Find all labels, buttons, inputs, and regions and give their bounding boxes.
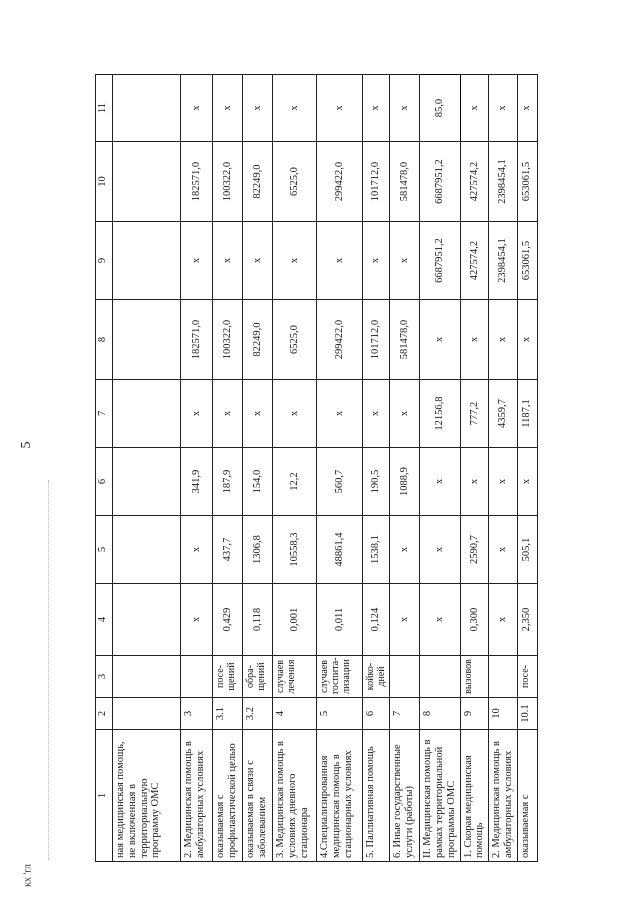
value-cell: x (420, 448, 460, 516)
value-cell: x (517, 448, 537, 516)
value-cell: x (273, 222, 317, 300)
value-cell: 437,7 (213, 516, 243, 584)
col-header: 1 (96, 730, 113, 862)
header-row (96, 75, 113, 862)
value-cell: 0,429 (213, 584, 243, 656)
value-cell: 6687951,2 (420, 142, 460, 222)
value-cell: x (273, 75, 317, 142)
value-cell (113, 222, 181, 300)
value-cell (113, 698, 181, 730)
value-cell: x (181, 380, 213, 448)
row-label-cell: 5. Паллиативная помощь (363, 730, 390, 862)
value-cell: x (213, 380, 243, 448)
value-cell (113, 75, 181, 142)
col-header: 10 (96, 142, 113, 222)
unit-cell (113, 656, 181, 698)
value-cell: x (489, 584, 518, 656)
unit-cell (489, 656, 518, 698)
value-cell: x (390, 516, 420, 584)
col-header: 4 (96, 584, 113, 656)
row-label-cell: ная медицинская помощь, не включенная в территориальную программу ОМС (113, 730, 181, 862)
value-cell: 3.2 (243, 698, 273, 730)
value-cell: x (460, 300, 489, 380)
col-header: 6 (96, 448, 113, 516)
row-label-cell: 1. Скорая медицинская помощь (460, 730, 489, 862)
value-cell: 581478,0 (390, 142, 420, 222)
value-cell: x (243, 75, 273, 142)
col-header: 5 (96, 516, 113, 584)
value-cell: 48861,4 (317, 516, 363, 584)
value-cell: x (390, 75, 420, 142)
value-cell: x (489, 448, 518, 516)
unit-cell: койко-дней (363, 656, 390, 698)
value-cell: 0,011 (317, 584, 363, 656)
table-row (213, 75, 243, 862)
row-label-cell: 2. Медицинская помощь в амбулаторных условиях (489, 730, 518, 862)
value-cell: x (489, 516, 518, 584)
value-cell: 505,1 (517, 516, 537, 584)
value-cell: 0,118 (243, 584, 273, 656)
value-cell: x (390, 222, 420, 300)
value-cell: 653061,5 (517, 222, 537, 300)
value-cell: 6525,0 (273, 142, 317, 222)
value-cell: 9 (460, 698, 489, 730)
row-label-cell: II. Медицинская помощь в рамках территориальной программы ОМС (420, 730, 460, 862)
unit-cell (390, 656, 420, 698)
value-cell: x (317, 75, 363, 142)
value-cell: x (390, 380, 420, 448)
value-cell: x (213, 222, 243, 300)
col-header: 11 (96, 75, 113, 142)
table-viewport (95, 75, 533, 862)
footer-line (48, 480, 50, 860)
value-cell: 2,350 (517, 584, 537, 656)
value-cell: 0,124 (363, 584, 390, 656)
value-cell: 100322,0 (213, 142, 243, 222)
value-cell (113, 142, 181, 222)
value-cell: 182571,0 (181, 142, 213, 222)
value-cell (113, 448, 181, 516)
row-label-cell: оказываемая в связи с заболеванием (243, 730, 273, 862)
table-row (273, 75, 317, 862)
value-cell: 777,2 (460, 380, 489, 448)
value-cell: x (181, 516, 213, 584)
col-header: 9 (96, 222, 113, 300)
page-number: 5 (19, 441, 34, 449)
value-cell: x (363, 380, 390, 448)
table-row (420, 75, 460, 862)
value-cell (113, 584, 181, 656)
value-cell (113, 300, 181, 380)
value-cell: 653061,5 (517, 142, 537, 222)
value-cell: 299422,0 (317, 300, 363, 380)
row-label-cell: 6. Иные государственные услуги (работы) (390, 730, 420, 862)
value-cell: 10558,3 (273, 516, 317, 584)
value-cell: x (460, 448, 489, 516)
value-cell: 100322,0 (213, 300, 243, 380)
unit-cell: посе-щений (213, 656, 243, 698)
col-header: 7 (96, 380, 113, 448)
value-cell: 299422,0 (317, 142, 363, 222)
value-cell: 1088,9 (390, 448, 420, 516)
value-cell: 581478,0 (390, 300, 420, 380)
value-cell: 1306,8 (243, 516, 273, 584)
value-cell: x (317, 380, 363, 448)
value-cell: 2398454,1 (489, 222, 518, 300)
value-cell: x (213, 75, 243, 142)
unit-cell: случаев госпита-лизации (317, 656, 363, 698)
value-cell: x (420, 516, 460, 584)
value-cell: 1538,1 (363, 516, 390, 584)
value-cell: 154,0 (243, 448, 273, 516)
value-cell: 4 (273, 698, 317, 730)
row-label-cell: оказываемая с (517, 730, 537, 862)
value-cell: x (243, 380, 273, 448)
value-cell: x (517, 75, 537, 142)
col-header: 3 (96, 656, 113, 698)
value-cell: 6 (363, 698, 390, 730)
col-header: 8 (96, 300, 113, 380)
value-cell: 101712,0 (363, 300, 390, 380)
footer-mark: кх 'гл (22, 864, 34, 887)
value-cell (113, 516, 181, 584)
table-row (113, 75, 181, 862)
value-cell: 3 (181, 698, 213, 730)
value-cell: 341,9 (181, 448, 213, 516)
table-row (181, 75, 213, 862)
table-row (390, 75, 420, 862)
value-cell: 82249,0 (243, 300, 273, 380)
value-cell: x (390, 584, 420, 656)
value-cell: 10.1 (517, 698, 537, 730)
value-cell: 101712,0 (363, 142, 390, 222)
unit-cell (181, 656, 213, 698)
value-cell: 0,300 (460, 584, 489, 656)
table-row (489, 75, 518, 862)
value-cell: 187,9 (213, 448, 243, 516)
value-cell: 3.1 (213, 698, 243, 730)
value-cell: 1187,1 (517, 380, 537, 448)
value-cell: 85,0 (420, 75, 460, 142)
value-cell: 7 (390, 698, 420, 730)
value-cell: 4359,7 (489, 380, 518, 448)
unit-cell: случаев лечения (273, 656, 317, 698)
value-cell (113, 380, 181, 448)
value-cell: x (363, 75, 390, 142)
value-cell: 82249,0 (243, 142, 273, 222)
value-cell: x (317, 222, 363, 300)
value-cell: 190,5 (363, 448, 390, 516)
value-cell: 12,2 (273, 448, 317, 516)
table-row (317, 75, 363, 862)
row-label-cell: 2. Медицинская помощь в амбулаторных условиях (181, 730, 213, 862)
table-row (243, 75, 273, 862)
value-cell: x (181, 75, 213, 142)
value-cell: 12156,8 (420, 380, 460, 448)
value-cell: 2590,7 (460, 516, 489, 584)
value-cell: x (363, 222, 390, 300)
unit-cell: обра-щений (243, 656, 273, 698)
row-label-cell: оказываемая с профилактической целью (213, 730, 243, 862)
value-cell: x (243, 222, 273, 300)
value-cell: x (273, 380, 317, 448)
table-row (363, 75, 390, 862)
value-cell: x (420, 300, 460, 380)
data-table (95, 74, 538, 862)
value-cell: 6687951,2 (420, 222, 460, 300)
value-cell: 182571,0 (181, 300, 213, 380)
row-label-cell: 3. Медицинская помощь в условиях дневного стационара (273, 730, 317, 862)
table-row (517, 75, 537, 862)
value-cell: 6525,0 (273, 300, 317, 380)
value-cell: 560,7 (317, 448, 363, 516)
value-cell: 0,001 (273, 584, 317, 656)
unit-cell: посе- (517, 656, 537, 698)
col-header: 2 (96, 698, 113, 730)
value-cell: x (489, 300, 518, 380)
value-cell: x (420, 584, 460, 656)
value-cell: x (181, 584, 213, 656)
unit-cell: вызовов (460, 656, 489, 698)
value-cell: x (489, 75, 518, 142)
value-cell: 427574,2 (460, 222, 489, 300)
value-cell: x (181, 222, 213, 300)
unit-cell (420, 656, 460, 698)
value-cell: x (517, 300, 537, 380)
value-cell: 2398454,1 (489, 142, 518, 222)
value-cell: 5 (317, 698, 363, 730)
value-cell: 8 (420, 698, 460, 730)
value-cell: x (460, 75, 489, 142)
table-row (460, 75, 489, 862)
value-cell: 427574,2 (460, 142, 489, 222)
value-cell: 10 (489, 698, 518, 730)
row-label-cell: 4.Специализированная медицинская помощь в стационарных условиях (317, 730, 363, 862)
